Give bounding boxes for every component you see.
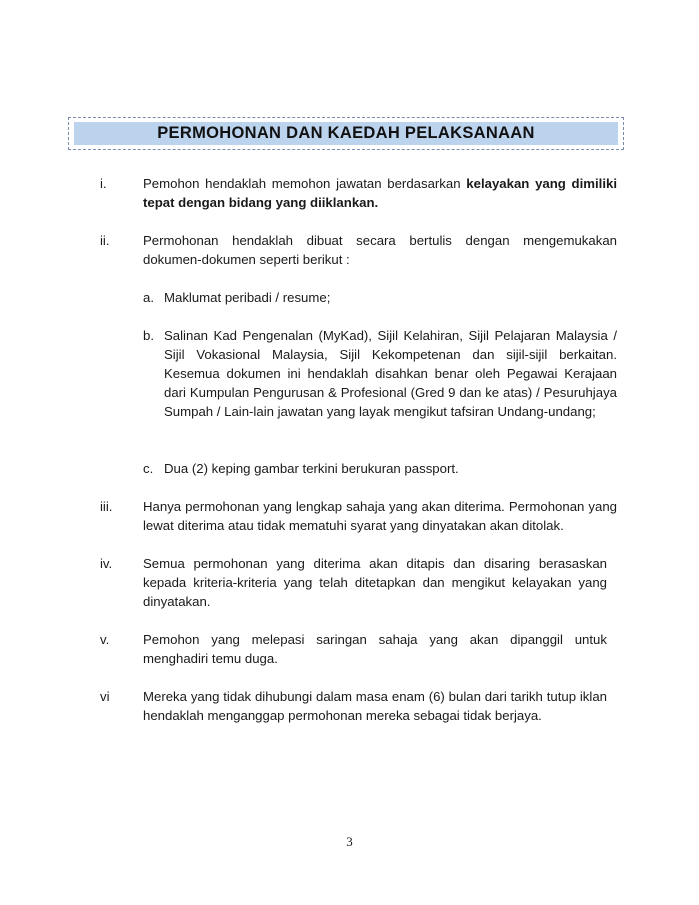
sub-item-text: Dua (2) keping gambar terkini berukuran passport. bbox=[164, 461, 459, 476]
item-number: iv. bbox=[100, 556, 113, 571]
section-heading-frame bbox=[68, 117, 624, 150]
sub-item-letter: a. bbox=[143, 290, 154, 305]
item-text: Mereka yang tidak dihubungi dalam masa enam (6) bulan dari tarikh tutup iklan hendaklah menganggap permohonan mereka sebagai tidak berjaya. bbox=[143, 689, 607, 723]
section-heading: PERMOHONAN DAN KAEDAH PELAKSANAAN bbox=[157, 124, 535, 142]
item-text-plain: Pemohon hendaklah memohon jawatan berdasarkan bbox=[143, 176, 467, 191]
item-text: Hanya permohonan yang lengkap sahaja yang akan diterima. Permohonan yang lewat diterima atau tidak mematuhi syarat yang dinyatakan akan ditolak. bbox=[143, 499, 617, 533]
item-number: i. bbox=[100, 176, 107, 191]
sub-item-letter: b. bbox=[143, 328, 154, 343]
item-number: ii. bbox=[100, 233, 110, 248]
item-text bbox=[143, 174, 617, 212]
sub-item-text: Salinan Kad Pengenalan (MyKad), Sijil Kelahiran, Sijil Pelajaran Malaysia / Sijil Vokasional Malaysia, Sijil Kekompetenan dan sijil-sijil berkaitan. Kesemua dokumen ini hendaklah disahkan benar oleh Pegawai Kerajaan dari Kumpulan Pengurusan & Profesional (Gred 9 dan ke atas) / Pesuruhjaya Sumpah / Lain-lain jawatan yang layak mengikut tafsiran Undang-undang; bbox=[164, 328, 617, 419]
page-number: 3 bbox=[346, 834, 353, 849]
item-text: Semua permohonan yang diterima akan ditapis dan disaring berasaskan kepada kriteria-kriteria yang telah ditetapkan dan mengikut kelayakan yang dinyatakan. bbox=[143, 556, 607, 609]
item-text-bold: kelayakan yang dimiliki tepat dengan bidang yang diiklankan. bbox=[143, 176, 617, 210]
item-text: Pemohon yang melepasi saringan sahaja yang akan dipanggil untuk menghadiri temu duga. bbox=[143, 632, 607, 666]
item-text: Permohonan hendaklah dibuat secara bertulis dengan mengemukakan dokumen-dokumen seperti berikut : bbox=[143, 233, 617, 267]
item-number: iii. bbox=[100, 499, 113, 514]
item-number: v. bbox=[100, 632, 110, 647]
item-number: vi bbox=[100, 689, 110, 704]
sub-item-letter: c. bbox=[143, 461, 154, 476]
sub-item-text: Maklumat peribadi / resume; bbox=[164, 290, 331, 305]
section-heading-bar bbox=[74, 122, 618, 145]
